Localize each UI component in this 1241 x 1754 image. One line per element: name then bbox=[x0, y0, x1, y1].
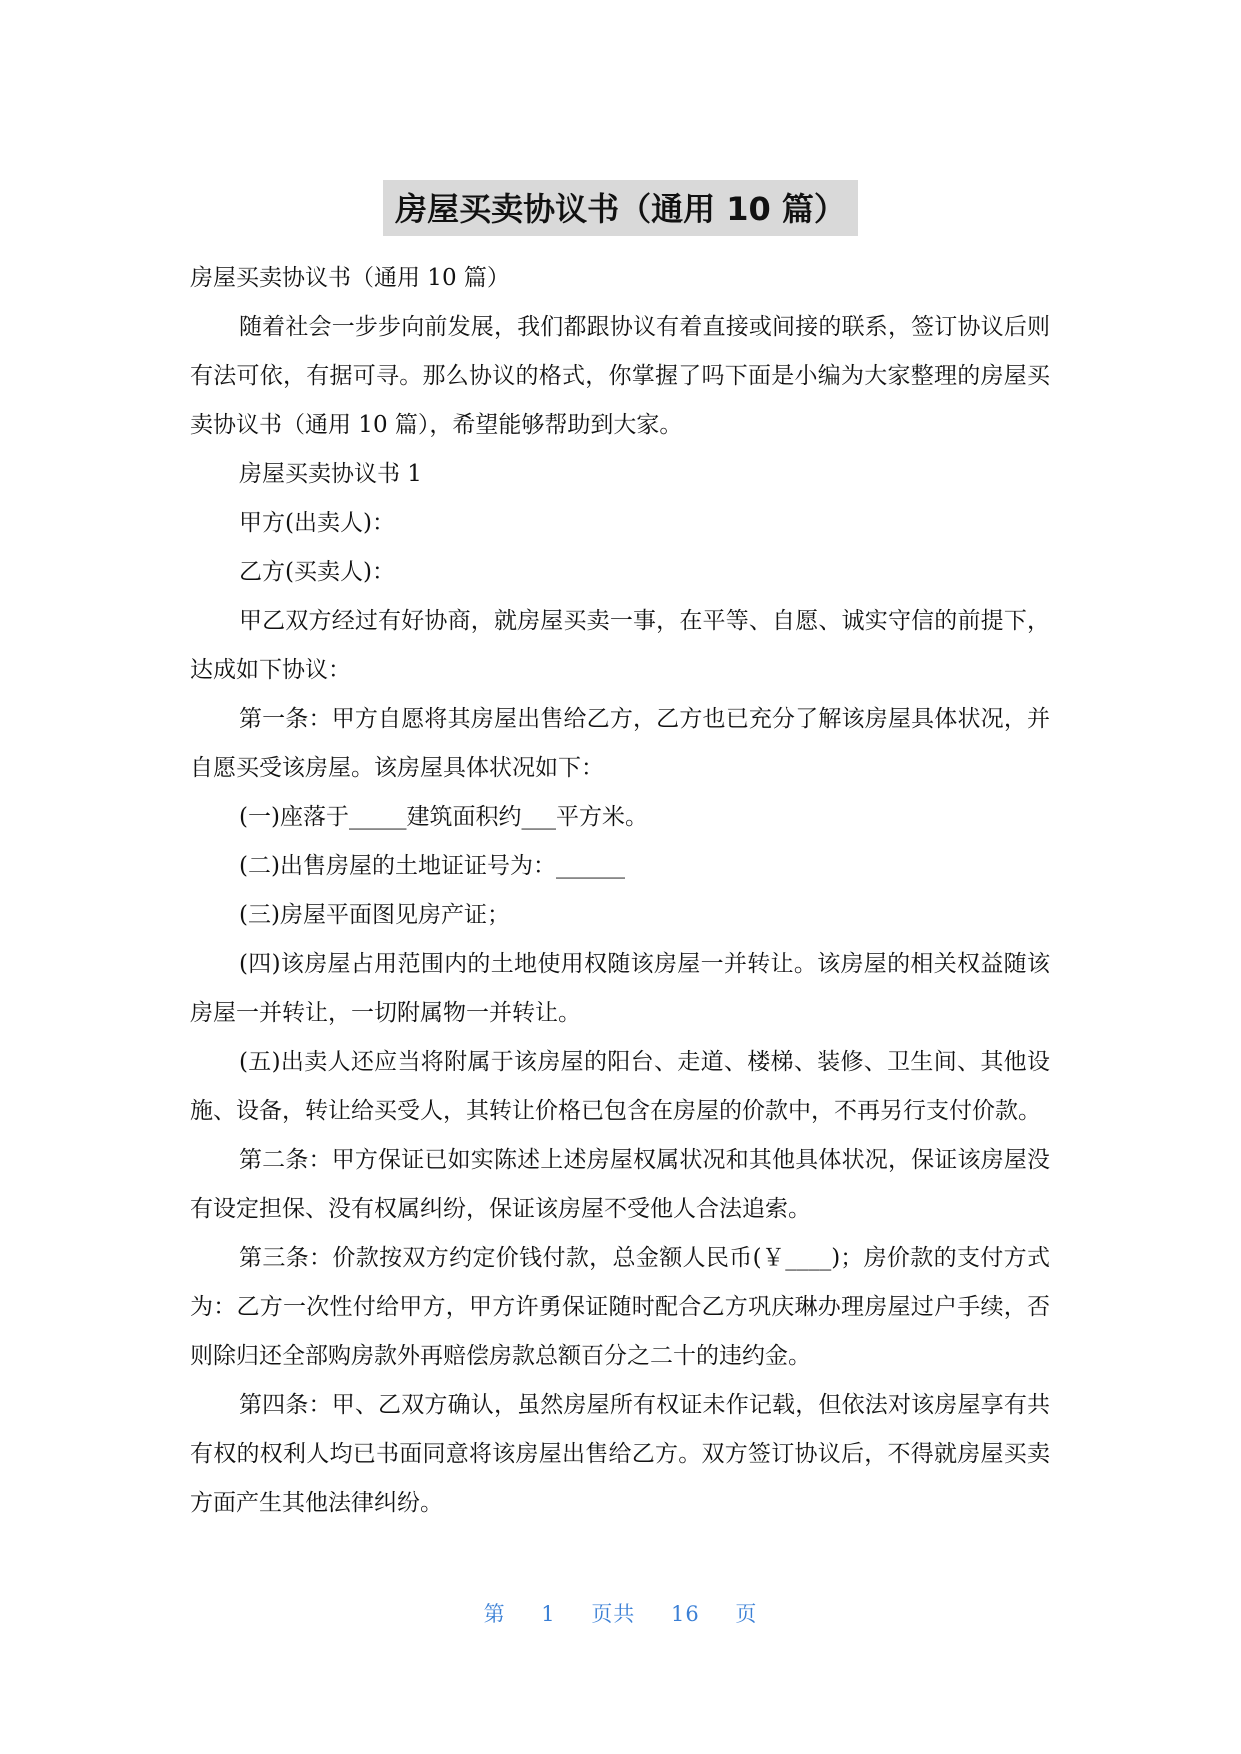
footer-middle: 页共 bbox=[591, 1602, 636, 1626]
paragraph: (一)座落于_____建筑面积约___平方米。 bbox=[239, 804, 648, 830]
paragraph: (五)出卖人还应当将附属于该房屋的阳台、走道、楼梯、装修、卫生间、其他设施、设备，转让给买受人，其转让价格已包含在房屋的价款中，不再另行支付价款。 bbox=[190, 1049, 1050, 1124]
paragraph: 乙方(买卖人)： bbox=[239, 559, 395, 585]
footer-prefix: 第 bbox=[483, 1602, 506, 1626]
paragraph: 甲乙双方经过有好协商，就房屋买卖一事，在平等、自愿、诚实守信的前提下，达成如下协议： bbox=[190, 608, 1050, 683]
page-footer bbox=[0, 1598, 1241, 1628]
footer-total-pages: 16 bbox=[671, 1602, 700, 1626]
title-container bbox=[0, 180, 1241, 236]
paragraph: 第二条：甲方保证已如实陈述上述房屋权属状况和其他具体状况，保证该房屋没有设定担保、没有权属纠纷，保证该房屋不受他人合法追索。 bbox=[190, 1147, 1050, 1222]
paragraph: 甲方(出卖人)： bbox=[239, 510, 395, 536]
document-body bbox=[190, 254, 1050, 1528]
paragraph: 房屋买卖协议书 1 bbox=[239, 461, 422, 487]
paragraph: (三)房屋平面图见房产证； bbox=[239, 902, 510, 928]
footer-current-page: 1 bbox=[541, 1602, 556, 1626]
document-title: 房屋买卖协议书（通用 10 篇） bbox=[383, 180, 858, 236]
paragraph: (四)该房屋占用范围内的土地使用权随该房屋一并转让。该房屋的相关权益随该房屋一并转让，一切附属物一并转让。 bbox=[190, 951, 1050, 1026]
paragraph: 第四条：甲、乙双方确认，虽然房屋所有权证未作记载，但依法对该房屋享有共有权的权利人均已书面同意将该房屋出售给乙方。双方签订协议后，不得就房屋买卖方面产生其他法律纠纷。 bbox=[190, 1392, 1050, 1516]
paragraph: (二)出售房屋的土地证证号为：______ bbox=[239, 853, 625, 879]
paragraph: 第三条：价款按双方约定价钱付款，总金额人民币(￥____)；房价款的支付方式为：乙方一次性付给甲方，甲方许勇保证随时配合乙方巩庆琳办理房屋过户手续，否则除归还全部购房款外再赔偿房款总额百分之二十的违约金。 bbox=[190, 1245, 1050, 1369]
paragraph: 随着社会一步步向前发展，我们都跟协议有着直接或间接的联系，签订协议后则有法可依，有据可寻。那么协议的格式，你掌握了吗下面是小编为大家整理的房屋买卖协议书（通用 10 篇），希望能够帮助到大家。 bbox=[190, 314, 1050, 438]
paragraph: 第一条：甲方自愿将其房屋出售给乙方，乙方也已充分了解该房屋具体状况，并自愿买受该房屋。该房屋具体状况如下： bbox=[190, 706, 1050, 781]
paragraph: 房屋买卖协议书（通用 10 篇） bbox=[190, 265, 510, 291]
footer-suffix: 页 bbox=[735, 1602, 758, 1626]
